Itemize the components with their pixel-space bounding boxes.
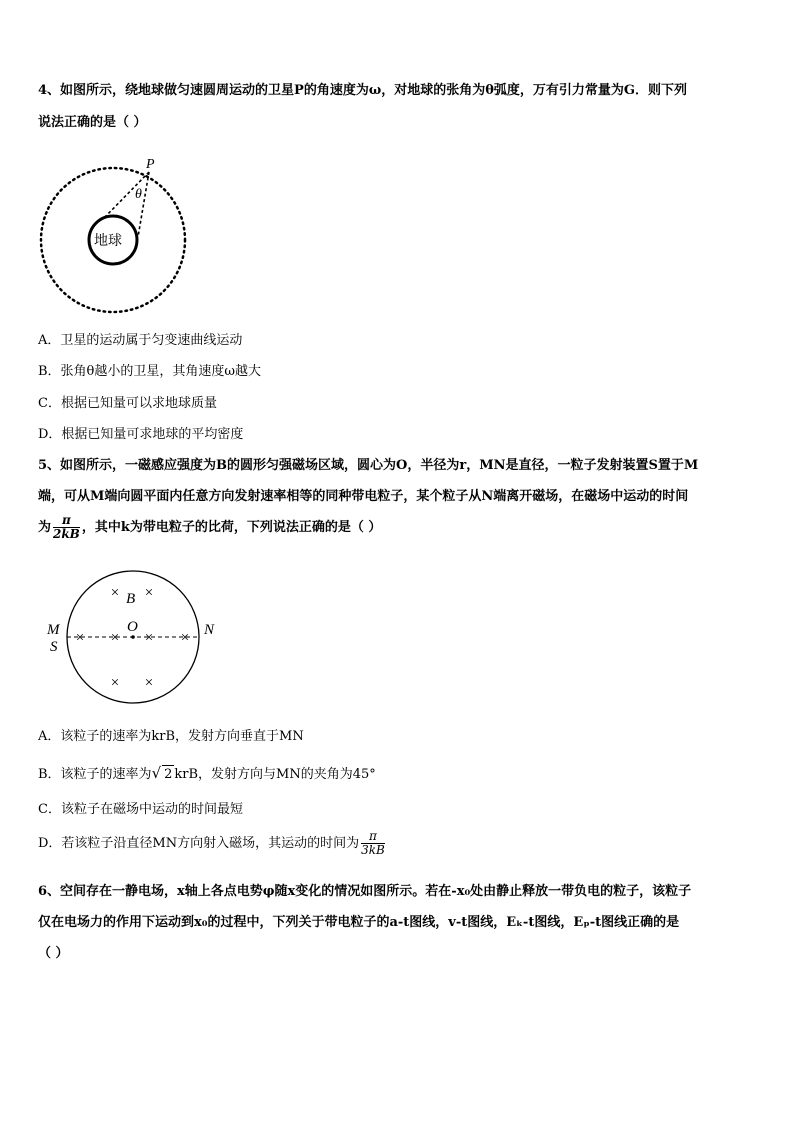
q5-option-c: C．该粒子在磁场中运动的时间最短: [38, 802, 243, 817]
fraction-numerator: π: [53, 514, 80, 528]
q4-earth-satellite-figure: [36, 150, 196, 310]
q5-option-d: [38, 830, 387, 857]
q5-option-b: [38, 764, 376, 784]
fraction-denominator: 3kB: [361, 843, 385, 857]
label-S: S: [50, 639, 58, 655]
label-N: N: [204, 622, 215, 638]
label-O: O: [127, 619, 138, 635]
label-B: B: [126, 591, 136, 607]
field-cross: ×: [75, 630, 85, 646]
field-cross: ×: [144, 585, 154, 601]
center-dot: [131, 635, 135, 639]
q5-magnetic-field-figure: [46, 566, 236, 716]
q4-stem-line2: 说法正确的是（ ）: [38, 115, 147, 130]
q4-option-a: A．卫星的运动属于匀变速曲线运动: [38, 333, 243, 348]
q4-stem-line1: 4、如图所示，绕地球做匀速圆周运动的卫星P的角速度为ω，对地球的张角为θ弧度，万有引力常量为G．则下列: [38, 83, 687, 98]
field-cross: ×: [110, 630, 120, 646]
q6-stem-line1: 6、空间存在一静电场，x轴上各点电势φ随x变化的情况如图所示。若在-x₀处由静止释放一带负电的粒子，该粒子: [38, 884, 692, 899]
q4-option-b: B．张角θ越小的卫星，其角速度ω越大: [38, 364, 261, 379]
field-cross: ×: [110, 675, 120, 691]
sqrt-sign: √: [151, 764, 162, 782]
q6-stem-line2: 仅在电场力的作用下运动到x₀的过程中，下列关于带电粒子的a-t图线，v-t图线，Eₖ-t图线，Eₚ-t图线正确的是: [38, 915, 680, 930]
q4-option-c: C．根据已知量可以求地球质量: [38, 396, 217, 411]
satellite-label: P: [146, 157, 155, 172]
q5-optd-prefix: D．若该粒子沿直径MN方向射入磁场，其运动的时间为: [38, 836, 360, 851]
q5-optb-suffix: krB，发射方向与MN的夹角为45°: [174, 767, 376, 782]
field-cross: ×: [144, 675, 154, 691]
fraction-denominator: 2kB: [53, 527, 80, 541]
sqrt-radicand: 2: [164, 767, 173, 782]
q5-line3-suffix: ，其中k为带电粒子的比荷，下列说法正确的是（ ）: [81, 520, 382, 535]
q5-line3-prefix: 为: [38, 520, 52, 535]
label-M: M: [47, 622, 60, 638]
q5-optb-prefix: B．该粒子的速率为: [38, 767, 152, 782]
q5-optd-fraction: [361, 830, 385, 857]
field-cross: ×: [180, 630, 190, 646]
q5-stem-line2: 端，可从M端向圆平面内任意方向发射速率相等的同种带电粒子，某个粒子从N端离开磁场，在磁场中运动的时间: [38, 489, 689, 504]
q6-stem-line3: （ ）: [38, 946, 69, 961]
fraction-numerator: π: [361, 830, 385, 844]
angle-label: θ: [135, 187, 142, 202]
q5-stem-line3: [38, 514, 381, 541]
q4-option-d: D．根据已知量可求地球的平均密度: [38, 427, 244, 442]
q5-time-fraction: [53, 514, 80, 541]
q5-stem-line1: 5、如图所示，一磁感应强度为B的圆形匀强磁场区域，圆心为O，半径为r，MN是直径，一粒子发射装置S置于M: [38, 458, 699, 473]
q5-option-a: A．该粒子的速率为krB，发射方向垂直于MN: [38, 729, 304, 744]
field-cross: ×: [144, 630, 154, 646]
earth-label: 地球: [94, 233, 122, 249]
field-cross: ×: [110, 585, 120, 601]
